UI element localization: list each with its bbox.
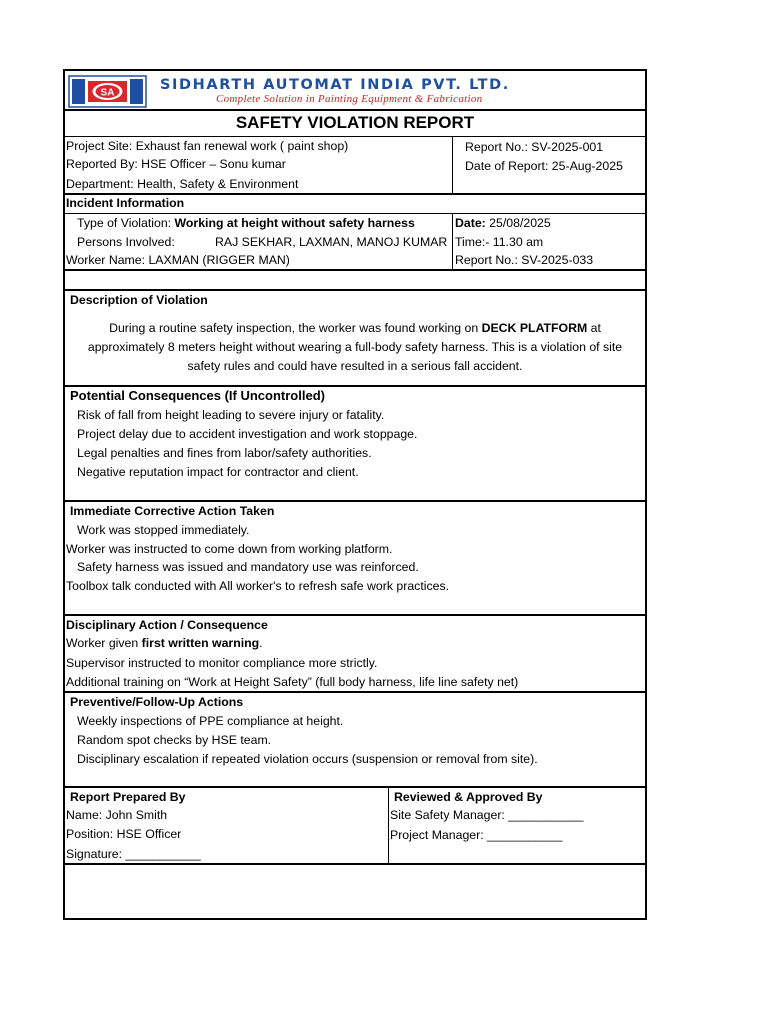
description-text: During a routine safety inspection, the worker was found working on DECK PLATFORM at approximately 8 meters height without wearing a full-body safety harness. This is a violation of site safety rules and could have resulted in a serious fall accident. <box>87 321 623 373</box>
divider <box>388 786 389 864</box>
corrective-item: Worker was instructed to come down from working platform. <box>66 542 393 556</box>
disciplinary-item: Worker given first written warning. <box>66 636 263 650</box>
corrective-heading: Immediate Corrective Action Taken <box>70 504 275 518</box>
corrective-item: Toolbox talk conducted with All worker's to refresh safe work practices. <box>66 579 450 593</box>
disciplinary-item: Supervisor instructed to monitor compliance more strictly. <box>66 656 378 670</box>
site-safety-manager: Site Safety Manager: ___________ <box>390 808 584 822</box>
report-date: Date of Report: 25-Aug-2025 <box>465 159 623 173</box>
description-heading: Description of Violation <box>70 293 208 307</box>
reported-by: Reported By: HSE Officer – Sonu kumar <box>66 157 286 171</box>
disciplinary-item: Additional training on “Work at Height Safety” (full body harness, life line safety net) <box>66 675 519 689</box>
incident-heading: Incident Information <box>66 196 185 210</box>
persons-involved-label: Persons Involved: <box>77 235 175 249</box>
approved-heading: Reviewed & Approved By <box>394 790 543 804</box>
corrective-item: Safety harness was issued and mandatory use was reinforced. <box>77 560 419 574</box>
footer-blank <box>65 865 645 918</box>
persons-involved: RAJ SEKHAR, LAXMAN, MANOJ KUMAR <box>215 235 448 249</box>
project-manager: Project Manager: ___________ <box>390 828 563 842</box>
divider <box>452 213 453 269</box>
violation-type: Type of Violation: Working at height without safety harness <box>77 216 415 230</box>
department: Department: Health, Safety & Environment <box>66 177 299 191</box>
company-logo <box>68 75 147 108</box>
preventive-item: Random spot checks by HSE team. <box>77 733 272 747</box>
incident-time: Time:- 11.30 am <box>455 235 544 249</box>
prepared-signature: Signature: ___________ <box>66 847 201 861</box>
divider <box>65 109 645 111</box>
consequence-item: Negative reputation impact for contractor and client. <box>77 465 359 479</box>
project-site: Project Site: Exhaust fan renewal work ( paint shop) <box>66 139 349 153</box>
worker-name: Worker Name: LAXMAN (RIGGER MAN) <box>66 253 290 267</box>
report-number: Report No.: SV-2025-001 <box>465 140 604 154</box>
prepared-position: Position: HSE Officer <box>66 827 182 841</box>
consequences-heading: Potential Consequences (If Uncontrolled) <box>70 388 325 403</box>
company-name: SIDHARTH AUTOMAT INDIA PVT. LTD. <box>160 77 510 93</box>
report-title: SAFETY VIOLATION REPORT <box>235 113 475 132</box>
prepared-name: Name: John Smith <box>66 808 168 822</box>
incident-report-number: Report No.: SV-2025-033 <box>455 253 594 267</box>
preventive-item: Weekly inspections of PPE compliance at height. <box>77 714 344 728</box>
corrective-item: Work was stopped immediately. <box>77 523 250 537</box>
report-sheet <box>63 69 647 920</box>
consequence-item: Legal penalties and fines from labor/safety authorities. <box>77 446 372 460</box>
disciplinary-heading: Disciplinary Action / Consequence <box>66 618 268 632</box>
prepared-heading: Report Prepared By <box>70 790 186 804</box>
divider <box>452 136 453 194</box>
company-tagline: Complete Solution in Painting Equipment & Fabrication <box>216 93 483 105</box>
preventive-item: Disciplinary escalation if repeated violation occurs (suspension or removal from site). <box>77 752 538 766</box>
consequence-item: Risk of fall from height leading to severe injury or fatality. <box>77 408 385 422</box>
preventive-heading: Preventive/Follow-Up Actions <box>70 695 244 709</box>
divider <box>65 269 645 271</box>
logo-text: SA <box>100 87 115 99</box>
consequence-item: Project delay due to accident investigation and work stoppage. <box>77 427 418 441</box>
incident-date: Date: 25/08/2025 <box>455 216 551 230</box>
